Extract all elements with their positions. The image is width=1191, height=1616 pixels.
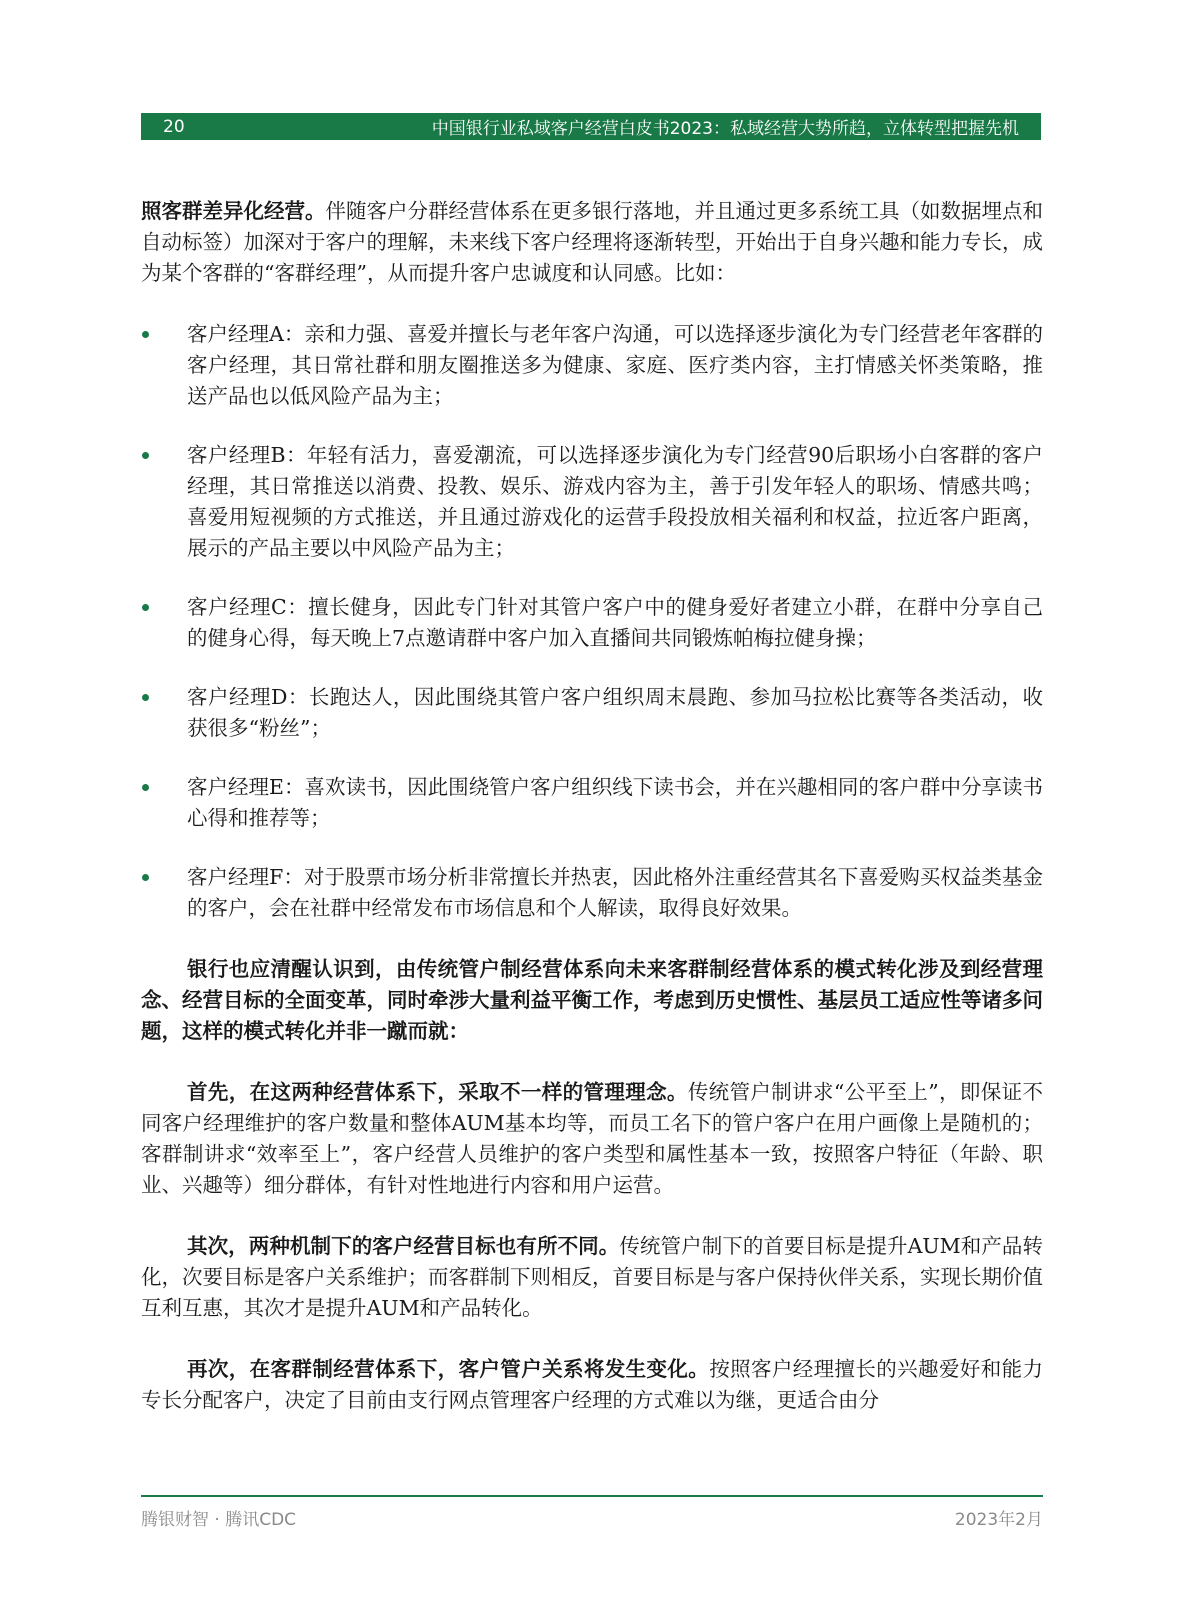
bullet-icon: [142, 452, 149, 459]
list-item: [141, 319, 1043, 412]
page-header: [141, 113, 1041, 140]
page-number: 20: [163, 116, 185, 137]
list-item: [141, 772, 1043, 834]
bullet-icon: [142, 784, 149, 791]
point-second: [141, 1231, 1043, 1324]
list-item: [141, 592, 1043, 654]
bullet-icon: [142, 604, 149, 611]
intro-bold: 照客群差异化经营。: [141, 199, 326, 223]
bold-paragraph: [141, 954, 1043, 1047]
page-content: [141, 196, 1043, 1446]
document-title: 中国银行业私域客户经营白皮书2023：私域经营大势所趋，立体转型把握先机: [431, 119, 1019, 139]
list-item-text: 客户经理A：亲和力强、喜爱并擅长与老年客户沟通，可以选择逐步演化为专门经营老年客群的客户经理，其日常社群和朋友圈推送多为健康、家庭、医疗类内容，主打情感关怀类策略，推送产品也以低风险产品为主；: [187, 322, 1043, 408]
point-third: [141, 1354, 1043, 1416]
point-third-heading: 再次，在客群制经营体系下，客户管户关系将发生变化。: [187, 1357, 710, 1381]
bold-paragraph-text: 银行也应清醒认识到，由传统管户制经营体系向未来客群制经营体系的模式转化涉及到经营理念、经营目标的全面变革，同时牵涉大量利益平衡工作，考虑到历史惯性、基层员工适应性等诸多问题，这样的模式转化并非一蹴而就：: [141, 957, 1043, 1043]
list-item: [141, 862, 1043, 924]
footer-divider: [141, 1495, 1043, 1497]
point-second-heading: 其次，两种机制下的客户经营目标也有所不同。: [187, 1234, 620, 1258]
point-third-text: 按照客户经理擅长的兴趣爱好和能力专长分配客户，决定了目前由支行网点管理客户经理的方式难以为继，更适合由分: [141, 1357, 1043, 1412]
list-item: [141, 682, 1043, 744]
page-footer: [141, 1505, 1043, 1530]
intro-text: 伴随客户分群经营体系在更多银行落地，并且通过更多系统工具（如数据埋点和自动标签）加深对于客户的理解，未来线下客户经理将逐渐转型，开始出于自身兴趣和能力专长，成为某个客群的“客群经理”，从而提升客户忠诚度和认同感。比如：: [141, 199, 1043, 285]
bullet-icon: [142, 694, 149, 701]
list-item-text: 客户经理C：擅长健身，因此专门针对其管户客户中的健身爱好者建立小群，在群中分享自己的健身心得，每天晚上7点邀请群中客户加入直播间共同锻炼帕梅拉健身操；: [187, 595, 1043, 650]
manager-list: [141, 319, 1043, 924]
list-item: [141, 440, 1043, 564]
intro-paragraph: [141, 196, 1043, 289]
point-first-text: 传统管户制讲求“公平至上”，即保证不同客户经理维护的客户数量和整体AUM基本均等，而员工名下的管户客户在用户画像上是随机的；客群制讲求“效率至上”，客户经营人员维护的客户类型和属性基本一致，按照客户特征（年龄、职业、兴趣等）细分群体，有针对性地进行内容和用户运营。: [141, 1080, 1044, 1197]
point-second-text: 传统管户制下的首要目标是提升AUM和产品转化，次要目标是客户关系维护；而客群制下则相反，首要目标是与客户保持伙伴关系，实现长期价值互利互惠，其次才是提升AUM和产品转化。: [141, 1234, 1043, 1320]
list-item-text: 客户经理F：对于股票市场分析非常擅长并热衷，因此格外注重经营其名下喜爱购买权益类基金的客户，会在社群中经常发布市场信息和个人解读，取得良好效果。: [187, 865, 1043, 920]
list-item-text: 客户经理B：年轻有活力，喜爱潮流，可以选择逐步演化为专门经营90后职场小白客群的客户经理，其日常推送以消费、投教、娱乐、游戏内容为主，善于引发年轻人的职场、情感共鸣；喜爱用短视频的方式推送，并且通过游戏化的运营手段投放相关福利和权益，拉近客户距离，展示的产品主要以中风险产品为主；: [187, 443, 1043, 560]
footer-publisher: 腾银财智 · 腾讯CDC: [141, 1510, 297, 1530]
point-first: [141, 1077, 1043, 1201]
point-first-heading: 首先，在这两种经营体系下，采取不一样的管理理念。: [187, 1080, 688, 1104]
footer-date: 2023年2月: [954, 1510, 1043, 1530]
list-item-text: 客户经理E：喜欢读书，因此围绕管户客户组织线下读书会，并在兴趣相同的客户群中分享读书心得和推荐等；: [187, 775, 1043, 830]
bullet-icon: [142, 874, 149, 881]
bullet-icon: [142, 331, 149, 338]
list-item-text: 客户经理D：长跑达人，因此围绕其管户客户组织周末晨跑、参加马拉松比赛等各类活动，收获很多“粉丝”；: [187, 685, 1043, 740]
